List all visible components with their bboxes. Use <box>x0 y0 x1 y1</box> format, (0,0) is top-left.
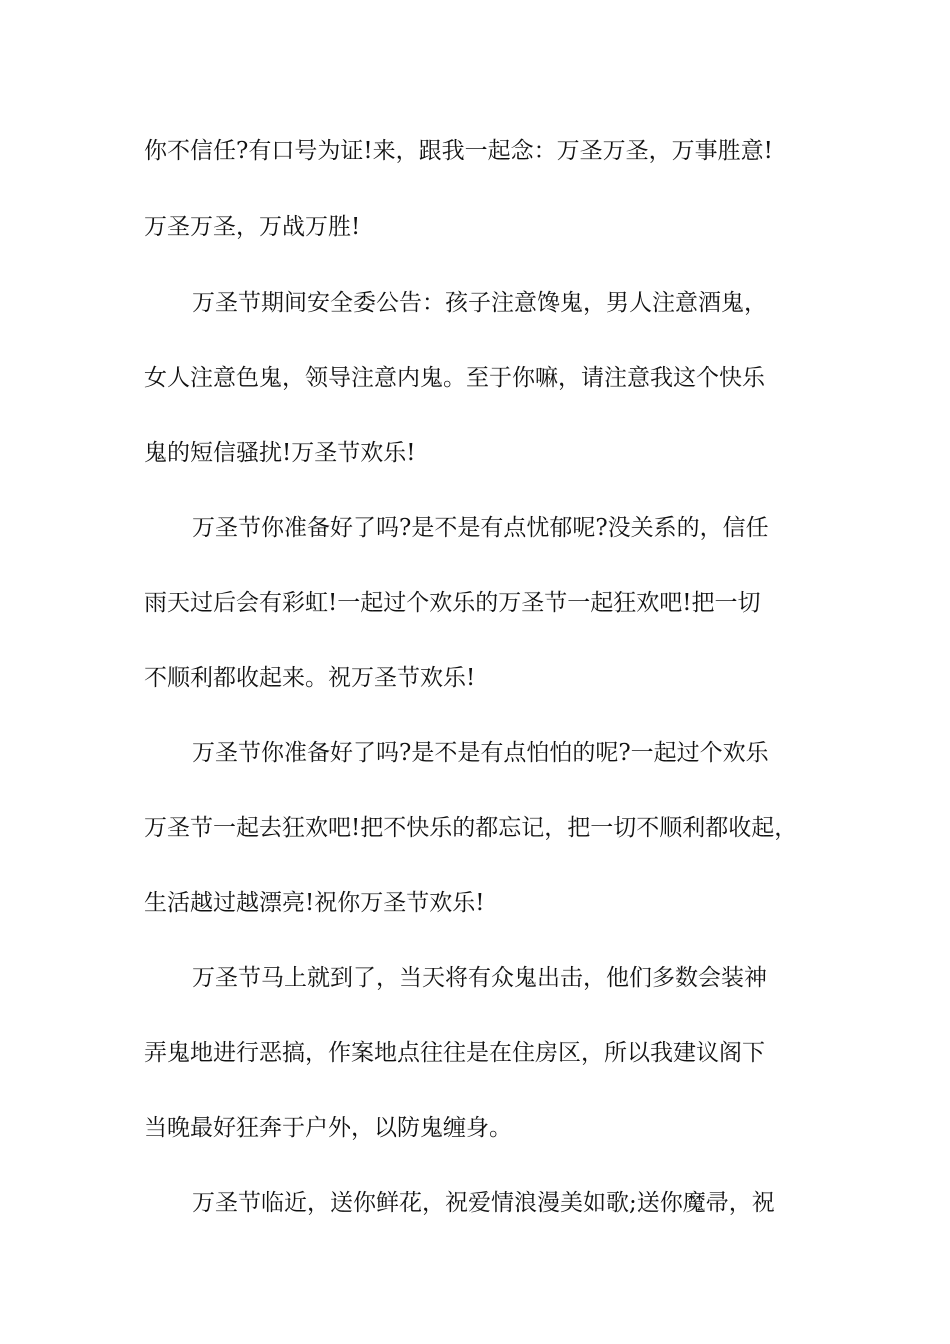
text-line: 雨天过后会有彩虹!一起过个欢乐的万圣节一起狂欢吧!把一切 <box>144 590 761 616</box>
paragraph-start-line: 万圣节你准备好了吗?是不是有点忧郁呢?没关系的，信任 <box>192 515 769 541</box>
text-line: 万圣节一起去狂欢吧!把不快乐的都忘记，把一切不顺利都收起， <box>144 815 798 841</box>
text-line: 你不信任?有口号为证!来，跟我一起念：万圣万圣，万事胜意! <box>144 138 773 164</box>
text-line: 不顺利都收起来。祝万圣节欢乐! <box>144 665 476 691</box>
text-line: 女人注意色鬼，领导注意内鬼。至于你嘛，请注意我这个快乐 <box>144 365 765 391</box>
paragraph-start-line: 万圣节你准备好了吗?是不是有点怕怕的呢?一起过个欢乐 <box>192 740 769 766</box>
text-line: 当晚最好狂奔于户外，以防鬼缠身。 <box>144 1115 512 1141</box>
text-line: 生活越过越漂亮!祝你万圣节欢乐! <box>144 890 485 916</box>
paragraph-start-line: 万圣节期间安全委公告：孩子注意馋鬼，男人注意酒鬼， <box>192 290 767 316</box>
paragraph-start-line: 万圣节临近，送你鲜花，祝爱情浪漫美如歌;送你魔帚，祝 <box>192 1190 775 1216</box>
paragraph-start-line: 万圣节马上就到了，当天将有众鬼出击，他们多数会装神 <box>192 965 767 991</box>
text-line: 弄鬼地进行恶搞，作案地点往往是在住房区，所以我建议阁下 <box>144 1040 765 1066</box>
text-line: 万圣万圣，万战万胜! <box>144 214 361 240</box>
text-line: 鬼的短信骚扰!万圣节欢乐! <box>144 440 416 466</box>
